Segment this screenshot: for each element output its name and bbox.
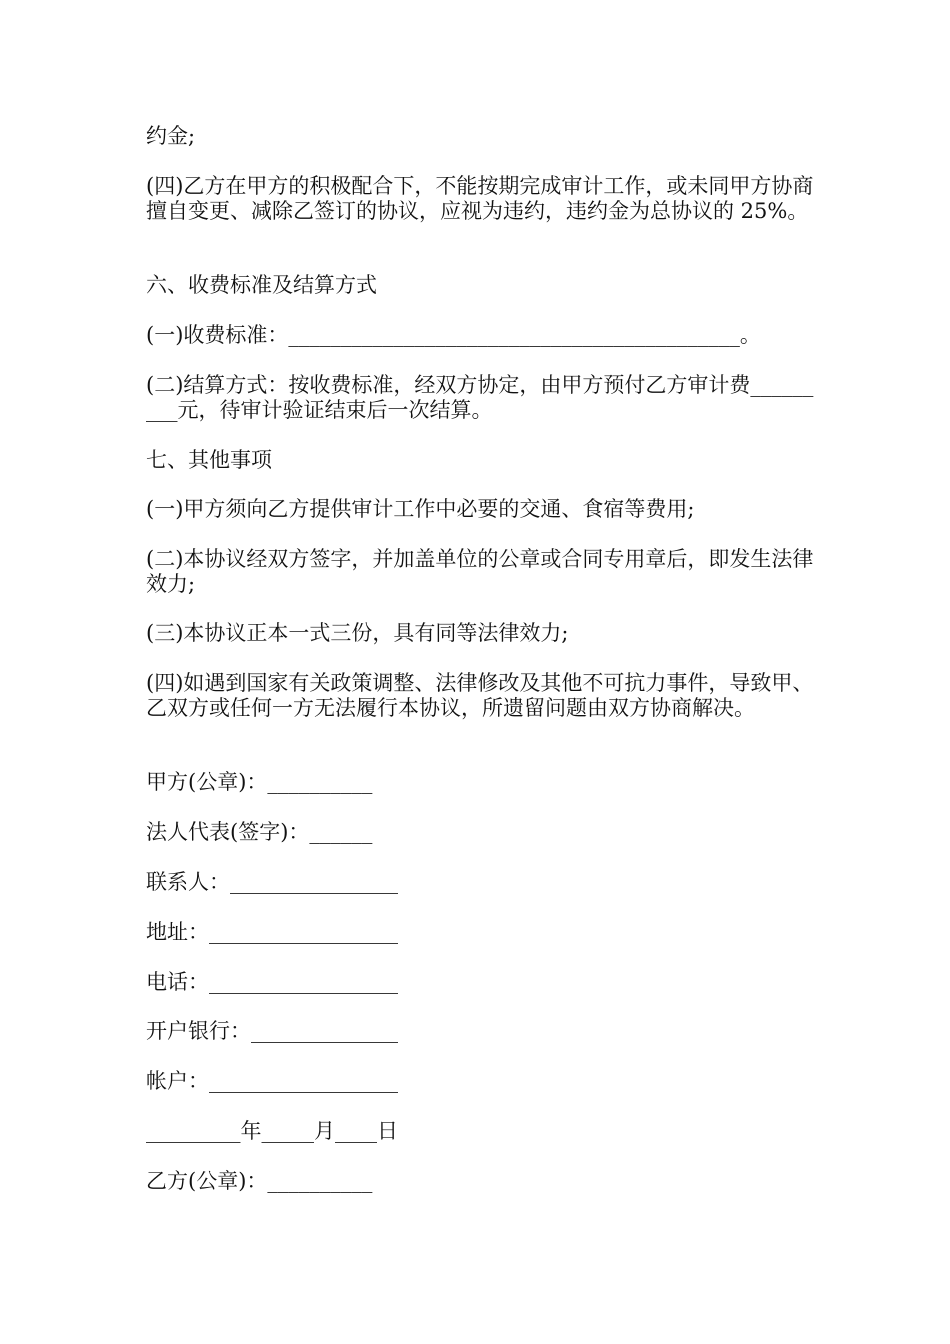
paragraph-settlement-method: (二)结算方式：按收费标准，经双方协定，由甲方预付乙方审计费_________元，待审计验证结束后一次结算。 [146,373,814,422]
section-heading-other-matters: 七、其他事项 [146,448,272,472]
legal-representative-line: 法人代表(签字)：______ [146,820,373,844]
account-line: 帐户：__________________ [146,1069,398,1093]
party-a-seal-line: 甲方(公章)：__________ [146,770,373,794]
party-b-seal-line: 乙方(公章)：__________ [146,1169,373,1193]
paragraph-clause-4-breach: (四)乙方在甲方的积极配合下，不能按期完成审计工作，或未同甲方协商擅自变更、减除乙签订的协议，应视为违约，违约金为总协议的 25%。 [146,174,814,223]
section-heading-fees: 六、收费标准及结算方式 [146,273,377,297]
bank-line: 开户银行：______________ [146,1019,398,1043]
paragraph-other-2: (二)本协议经双方签字，并加盖单位的公章或合同专用章后，即发生法律效力; [146,547,814,596]
paragraph-other-3: (三)本协议正本一式三份，具有同等法律效力; [146,621,569,645]
contact-person-line: 联系人：________________ [146,870,398,894]
paragraph-penalty-tail: 约金; [146,124,196,148]
paragraph-fee-standard: (一)收费标准：___________________________________________。 [146,323,761,347]
address-line: 地址：__________________ [146,920,398,944]
paragraph-other-4: (四)如遇到国家有关政策调整、法律修改及其他不可抗力事件，导致甲、乙双方或任何一方无法履行本协议，所遗留问题由双方协商解决。 [146,671,814,720]
paragraph-other-1: (一)甲方须向乙方提供审计工作中必要的交通、食宿等费用; [146,497,695,521]
date-line: _________年_____月____日 [146,1119,398,1143]
phone-line: 电话：__________________ [146,970,398,994]
